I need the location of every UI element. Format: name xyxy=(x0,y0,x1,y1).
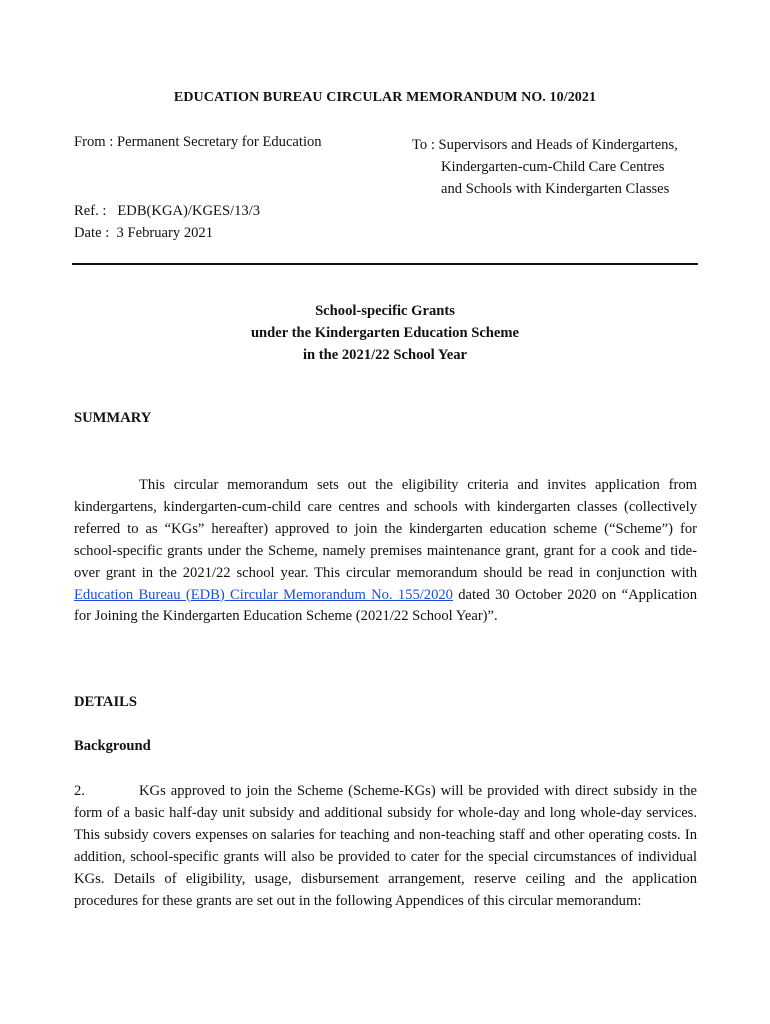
summary-text-before-link: This circular memorandum sets out the eligibility criteria and invites application from kindergartens, kindergarten-cum-child care centres and schools with kindergarten classes (collectively referred to as “KGs” hereafter) approved to join the kindergarten education scheme (“Scheme”) for school-specific grants under the Scheme, namely premises maintenance grant, grant for a cook and tide-over grant in the 2021/22 school year. This circular memorandum should be read in conjunction with xyxy=(74,477,697,581)
summary-text-after-link: dated 30 October 2020 on “Application for Joining the Kindergarten Education Scheme (2021/22 School Year)”. xyxy=(74,586,697,625)
header-divider xyxy=(72,263,698,265)
subject-block xyxy=(0,300,770,366)
details-heading: DETAILS xyxy=(74,694,137,710)
edb-circular-link[interactable]: Education Bureau (EDB) Circular Memorandum No. 155/2020 xyxy=(74,586,453,603)
paragraph-2-body: KGs approved to join the Scheme (Scheme-KGs) will be provided with direct subsidy in the form of a basic half-day unit subsidy and additional subsidy for whole-day and long whole-day services. This subsidy covers expenses on salaries for teaching and non-teaching staff and other operating costs. In addition, school-specific grants will also be provided to cater for the special circumstances of individual KGs. Details of eligibility, usage, disbursement arrangement, reserve ceiling and the application procedures for these grants are set out in the following Appendices of this circular memorandum: xyxy=(74,783,697,909)
date-line: Date : 3 February 2021 xyxy=(74,225,214,241)
to-block xyxy=(412,134,678,200)
summary-paragraph xyxy=(74,475,697,628)
paragraph-2-number: 2. xyxy=(74,783,85,799)
to-line-2: Kindergarten-cum-Child Care Centres xyxy=(441,159,665,175)
from-line: From : Permanent Secretary for Education xyxy=(74,134,322,150)
summary-heading: SUMMARY xyxy=(74,410,152,426)
reference-block xyxy=(74,200,260,244)
subject-line-1: School-specific Grants xyxy=(315,303,455,319)
ref-line: Ref. : EDB(KGA)/KGES/13/3 xyxy=(74,203,261,219)
subject-line-2: under the Kindergarten Education Scheme xyxy=(250,325,520,341)
paragraph-2-text xyxy=(74,781,697,912)
subject-line-3: in the 2021/22 School Year xyxy=(302,347,468,363)
circular-title: EDUCATION BUREAU CIRCULAR MEMORANDUM NO. 10/2021 xyxy=(173,90,597,105)
summary-text xyxy=(74,475,697,628)
background-heading: Background xyxy=(74,738,151,754)
to-line-1: To : Supervisors and Heads of Kindergartens, xyxy=(412,137,678,153)
paragraph-2 xyxy=(74,781,697,912)
to-line-3: and Schools with Kindergarten Classes xyxy=(441,181,670,197)
